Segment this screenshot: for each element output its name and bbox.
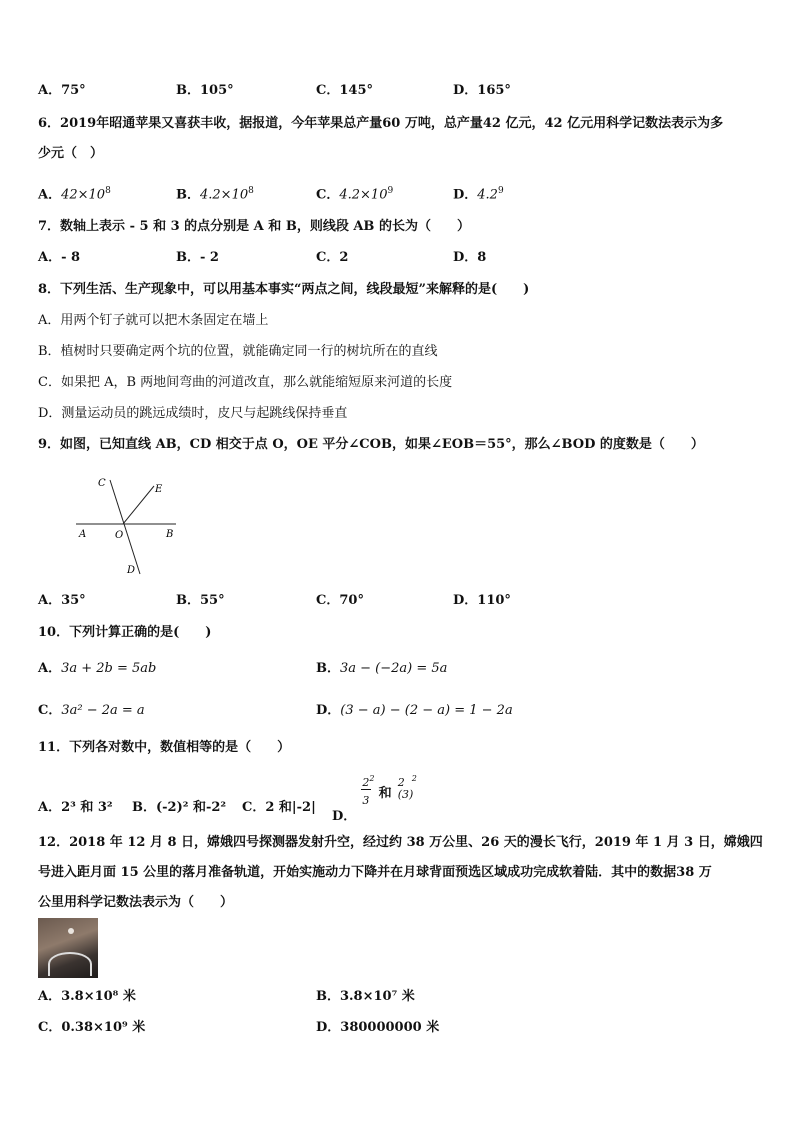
- q9-figure: [70, 470, 190, 580]
- q5-option-a: A．75°: [38, 83, 86, 98]
- ray-oe: [123, 486, 154, 524]
- q7-option-c: C．2: [316, 250, 349, 265]
- q12-option-c: C．0.38×10⁹ 米: [38, 1020, 146, 1035]
- q10-option-c: C．3a² − 2a = a: [38, 703, 145, 718]
- q8-option-b: B．植树时只要确定两个坑的位置，就能确定同一行的树坑所在的直线: [38, 344, 438, 359]
- q9-option-b: B．55°: [176, 593, 225, 608]
- label-e: E: [155, 484, 163, 495]
- q5-option-d: D．165°: [453, 83, 511, 98]
- q11-option-c: C．2 和|-2|: [242, 800, 316, 815]
- q11-fraction-1: 2 2 3: [362, 774, 375, 807]
- q7-option-d: D．8: [453, 250, 487, 265]
- q8-option-c: C．如果把 A，B 两地间弯曲的河道改直，那么就能缩短原来河道的长度: [38, 375, 453, 390]
- q5-option-b: B．105°: [176, 83, 234, 98]
- q12-option-b: B．3.8×10⁷ 米: [316, 989, 415, 1004]
- q11-option-b: B．(-2)² 和-2²: [132, 800, 227, 815]
- q7-stem: 7．数轴上表示 - 5 和 3 的点分别是 A 和 B，则线段 AB 的长为（ ）: [38, 219, 470, 234]
- q12-option-d: D．380000000 米: [316, 1020, 440, 1035]
- q6-stem: 6．2019年昭通苹果又喜获丰收，据报道，今年苹果总产量60 万吨，总产量42 亿元，42 亿元用科学记数法表示为多: [38, 116, 724, 131]
- q8-stem: 8．下列生活、生产现象中，可以用基本事实“两点之间，线段最短”来解释的是( ): [38, 282, 530, 297]
- q9-option-d: D．110°: [453, 593, 511, 608]
- q12-stem-cont2: 公里用科学记数法表示为（ ）: [38, 895, 234, 910]
- q9-option-a: A．35°: [38, 593, 86, 608]
- q6-stem-cont: 少元（ ）: [38, 146, 104, 161]
- q10-stem: 10．下列计算正确的是( ): [38, 625, 212, 640]
- q8-option-d: D．测量运动员的跳远成绩时，皮尺与起跳线保持垂直: [38, 406, 348, 421]
- q10-option-d: D．(3 − a) − (2 − a) = 1 − 2a: [316, 703, 513, 718]
- q7-option-b: B．- 2: [176, 250, 219, 265]
- q9-stem: 9．如图，已知直线 AB，CD 相交于点 O，OE 平分∠COB，如果∠EOB＝55°，那么∠BOD 的度数是（ ）: [38, 437, 704, 452]
- q5-option-c: C．145°: [316, 83, 373, 98]
- q6-option-a: A．$42\times 10^8$: [38, 186, 111, 203]
- q12-option-a: A．3.8×10⁸ 米: [38, 989, 136, 1004]
- q12-stem-cont: 号进入距月面 15 公里的落月准备轨道，开始实施动力下降并在月球背面预选区域成功完成软着陆．其中的数据38 万: [38, 865, 712, 880]
- q6-option-d: D．$4.2^9$: [453, 186, 504, 203]
- q6-option-b: B．$4.2\times 10^8$: [176, 186, 254, 203]
- label-d: D: [127, 565, 136, 576]
- q7-option-a: A．- 8: [38, 250, 81, 265]
- q8-option-a: A．用两个钉子就可以把木条固定在墙上: [38, 313, 269, 328]
- q6-option-c: C．$4.2\times 10^9$: [316, 186, 394, 203]
- q9-option-c: C．70°: [316, 593, 364, 608]
- moon-landing-photo: [38, 918, 98, 978]
- label-a: A: [79, 529, 87, 540]
- q11-fraction-2: 2 2 (3): [397, 774, 417, 801]
- q12-stem: 12．2018 年 12 月 8 日，嫦娥四号探测器发射升空，经过约 38 万公里、26 天的漫长飞行，2019 年 1 月 3 日，嫦娥四: [38, 835, 763, 850]
- q11-stem: 11．下列各对数中，数值相等的是（ ）: [38, 740, 291, 755]
- q10-option-a: A．3a + 2b = 5ab: [38, 661, 157, 676]
- q10-option-b: B．3a − (−2a) = 5a: [316, 661, 448, 676]
- q11-option-a: A．2³ 和 3²: [38, 800, 113, 815]
- line-cd: [110, 480, 140, 574]
- q11-option-d: D． 2 2 3 和 2 2 (3): [332, 774, 417, 824]
- label-b: B: [166, 529, 174, 540]
- label-o: O: [115, 530, 124, 541]
- label-c: C: [98, 478, 106, 489]
